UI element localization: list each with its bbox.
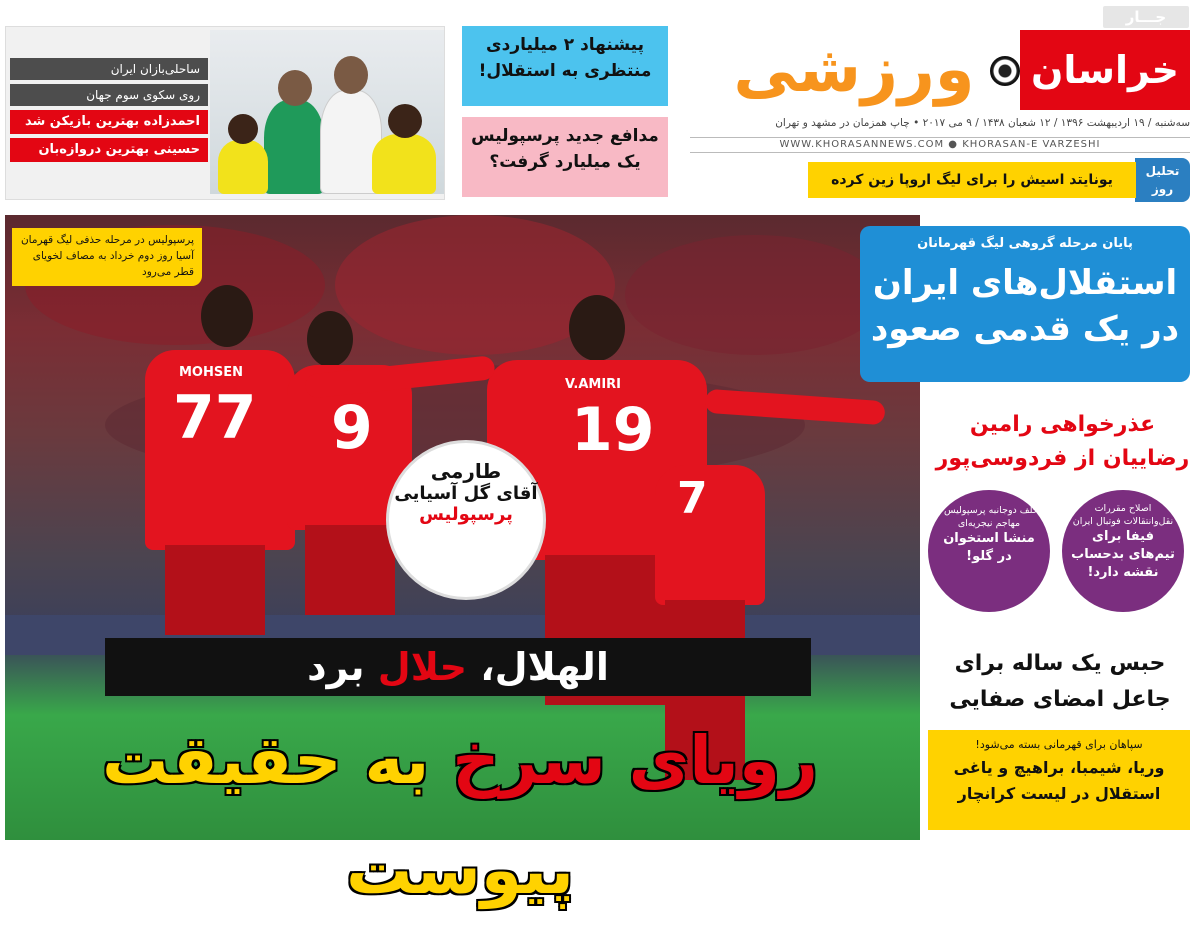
bone-circle[interactable] [928, 490, 1050, 612]
apology-headline[interactable] [935, 408, 1190, 480]
box-headline: استقلال در لیست کرانچار [957, 784, 1161, 803]
list-item[interactable]: احمدزاده بهترین بازیکن شد [10, 110, 208, 134]
main-subheadline[interactable] [105, 638, 811, 696]
list-item[interactable]: ساحلی‌بازان ایران [10, 58, 208, 80]
player-number: 77 [173, 383, 257, 453]
box-headline: وریا، شیمبا، براهیچ و یاغی [953, 758, 1165, 777]
headline-red: رویای سرخ [452, 722, 818, 799]
list-item[interactable]: روی سکوی سوم جهان [10, 84, 208, 106]
player-number: 19 [571, 395, 655, 465]
badge-line: پرسپولیس [419, 504, 513, 525]
circle-kicker: اصلاح مقررات نقل‌وانتقالات فوتبال ایران [1072, 503, 1174, 527]
fifa-circle[interactable] [1062, 490, 1184, 612]
box-kicker: سپاهان برای قهرمانی بسته می‌شود! [975, 738, 1143, 751]
transfer-box[interactable] [928, 730, 1190, 830]
tarami-badge[interactable] [386, 440, 546, 600]
list-item[interactable]: حسینی بهترین دروازه‌بان [10, 138, 208, 162]
subhead-highlight: حلال [377, 645, 467, 689]
teaser-defender[interactable]: مدافع جدید پرسپولیس یک میلیارد گرفت؟ [462, 117, 668, 197]
round-info-note: پرسپولیس در مرحله حذفی لیگ قهرمان آسیا روز دوم خرداد به مصاف لخویای قطر می‌رود [12, 228, 202, 286]
player-name: MOHSEN [179, 365, 243, 380]
teaser-offer[interactable]: پیشنهاد ۲ میلیاردی منتظری به استقلال! [462, 26, 668, 106]
analysis-headline[interactable]: یونایتد اسیش را برای لیگ اروپا زین کرده [808, 162, 1136, 198]
headline-line: حبس یک ساله برای [954, 651, 1166, 676]
headline-line: جاعل امضای صفایی [949, 687, 1171, 712]
football-icon [990, 56, 1020, 86]
headline-yellow: به حقیقت پیوست [102, 722, 574, 909]
masthead-title-orange: ورزشی [733, 33, 975, 107]
box-headline: در یک قدمی صعود [870, 309, 1180, 349]
player-name: V.AMIRI [565, 377, 622, 392]
dateline: سه‌شنبه / ۱۹ اردیبهشت ۱۳۹۶ / ۱۲ شعبان ۱۴۳۸ / ۹ می ۲۰۱۷ • چاپ همزمان در مشهد و تهران [775, 117, 1190, 129]
website-line: WWW.KHORASANNEWS.COM ● KHORASAN-E VARZESHI [690, 137, 1190, 153]
headline-line: عذرخواهی رامین [969, 412, 1156, 437]
analysis-label: تحلیل روز [1135, 158, 1190, 202]
subhead-part: برد [307, 645, 378, 689]
player-number: 7 [677, 473, 708, 524]
main-headline[interactable] [20, 706, 900, 909]
beach-soccer-photo [210, 30, 444, 194]
badge-line: آقای گل آسیایی [394, 483, 538, 504]
box-kicker: پایان مرحله گروهی لیگ قهرمانان [917, 236, 1133, 251]
subhead-part: الهلال، [466, 645, 609, 689]
masthead-title-red: خراسان [1020, 30, 1190, 110]
edition-badge: جـــار [1103, 6, 1189, 28]
beach-soccer-list [10, 58, 208, 166]
champions-league-box[interactable] [860, 226, 1190, 382]
forgery-headline[interactable] [930, 640, 1190, 726]
circle-kicker: تخلف دوجانبه پرسپولیس و مهاجم نیجریه‌ای [936, 505, 1042, 529]
box-headline: استقلال‌های ایران [872, 263, 1178, 303]
masthead-logo [688, 30, 1190, 110]
circle-headline: منشا استخوان در گلو! [943, 531, 1035, 564]
player-number: 9 [331, 393, 373, 463]
badge-line: طارمی [430, 459, 502, 483]
circle-headline: فیفا برای تیم‌های بدحساب نقشه دارد! [1071, 529, 1175, 580]
headline-line: رضاییان از فردوسی‌پور [935, 446, 1190, 471]
